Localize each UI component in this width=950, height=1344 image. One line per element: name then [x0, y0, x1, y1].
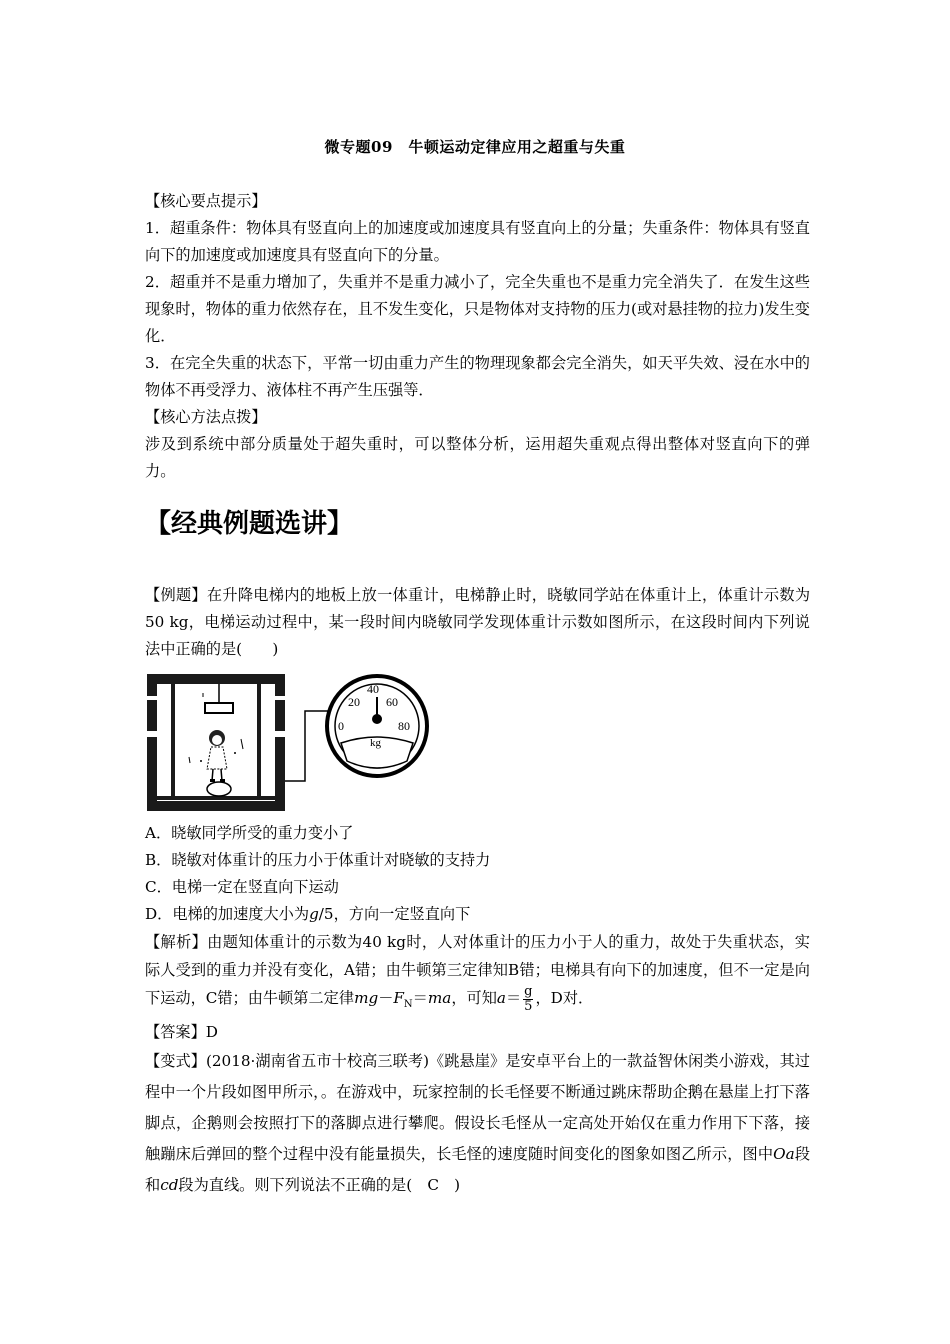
scale-plate — [207, 782, 231, 796]
variant-answer: ( C ) — [406, 1176, 461, 1195]
example-question — [145, 582, 810, 663]
analysis-paragraph: 【解析】由题知体重计的示数为40 kg时，人对体重计的压力小于人的重力，故处于失重状态，实际人受到的重力并没有变化，A错；由牛顿第三定律知B错；电梯具有向下的加速度，但不一定是向下运动，C错；由牛顿第二定律$mg-F_N=ma$，可知a＝ $\frac{g}{5}$ ，D对． — [145, 933, 810, 1014]
variant-label: 【变式】 — [145, 1052, 206, 1071]
analysis-text: 由题知体重计的示数为40 kg时，人对体重计的压力小于人的重力，故处于失重状态，实际人受到的重力并没有变化，A错；由牛顿第三定律知B错；电梯具有向下的加速度，但不一定是向下运动，C错；由牛顿第二定律 — [145, 933, 810, 1007]
core-point-1: 1．超重条件：物体具有竖直向上的加速度或加速度具有竖直向上的分量；失重条件：物体具有竖直向下的加速度或加速度具有竖直向下的分量。 — [145, 219, 810, 264]
core-points-heading: 【核心要点提示】 — [145, 192, 267, 210]
weight-gauge — [327, 676, 427, 776]
core-points-section — [145, 188, 810, 485]
option-a: A．晓敏同学所受的重力变小了 — [145, 824, 354, 842]
gauge-tick-80: 80 — [398, 719, 410, 733]
option-b: B．晓敏对体重计的压力小于体重计对晓敏的支持力 — [145, 851, 491, 869]
gauge-tick-20: 20 — [348, 695, 360, 709]
gauge-tick-0: 0 — [338, 719, 344, 733]
example-text: 在升降电梯内的地板上放一体重计，电梯静止时，晓敏同学站在体重计上，体重计示数为50 kg，电梯运动过程中，某一段时间内晓敏同学发现体重计示数如图所示，在这段时间内下列说法中正确的是( ) — [145, 586, 811, 658]
gauge-tick-40: 40 — [367, 682, 379, 696]
variant-paragraph: 【变式】(2018·湖南省五市十校高三联考)《跳悬崖》是安卓平台上的一款益智休闲类小游戏，其过程中一个片段如图甲所示，。在游戏中，玩家控制的长毛怪要不断通过跳床帮助企鹅在悬崖上打下落脚点，企鹅则会按照打下的落脚点进行攀爬。假设长毛怪从一定高处开始仅在重力作用下下落，接触蹦床后弹回的整个过程中没有能量损失，长毛怪的速度随时间变化的图象如图乙所示，图中Oa段和cd段为直线。则下列说法不正确的是( C ) — [145, 1052, 811, 1195]
section-heading: 【经典例题选讲】 — [145, 509, 354, 539]
example-label: 【例题】 — [145, 586, 207, 604]
page-title: 微专题09 牛顿运动定律应用之超重与失重 — [324, 138, 626, 156]
fraction-g-over-5: $\frac{g}{5}$ — [524, 983, 533, 1014]
analysis-label: 【解析】 — [145, 933, 208, 951]
connection-wire — [285, 711, 330, 781]
answer-line: 【答案】D — [145, 1023, 218, 1042]
gauge-tick-60: 60 — [386, 695, 398, 709]
core-method-heading: 【核心方法点拨】 — [145, 408, 267, 426]
option-d: D．电梯的加速度大小为g/5，方向一定竖直向下 — [145, 905, 471, 923]
core-point-3: 3．在完全失重的状态下，平常一切由重力产生的物理现象都会完全消失，如天平失效、浸在水中的物体不再受浮力、液体柱不再产生压强等． — [145, 354, 810, 399]
core-point-2: 2．超重并不是重力增加了，失重并不是重力减小了，完全失重也不是重力完全消失了．在发生这些现象时，物体的重力依然存在，且不发生变化，只是物体对支持物的压力(或对悬挂物的拉力)发生变化． — [145, 273, 810, 345]
answer-value: D — [205, 1023, 218, 1042]
gauge-unit: kg — [370, 737, 381, 749]
option-c: C．电梯一定在竖直向下运动 — [145, 878, 339, 896]
elevator-scale-figure — [145, 671, 430, 814]
core-method-text: 涉及到系统中部分质量处于超失重时，可以整体分析，运用超失重观点得出整体对竖直向下的弹力。 — [145, 435, 810, 480]
options-and-solution — [145, 820, 810, 1201]
